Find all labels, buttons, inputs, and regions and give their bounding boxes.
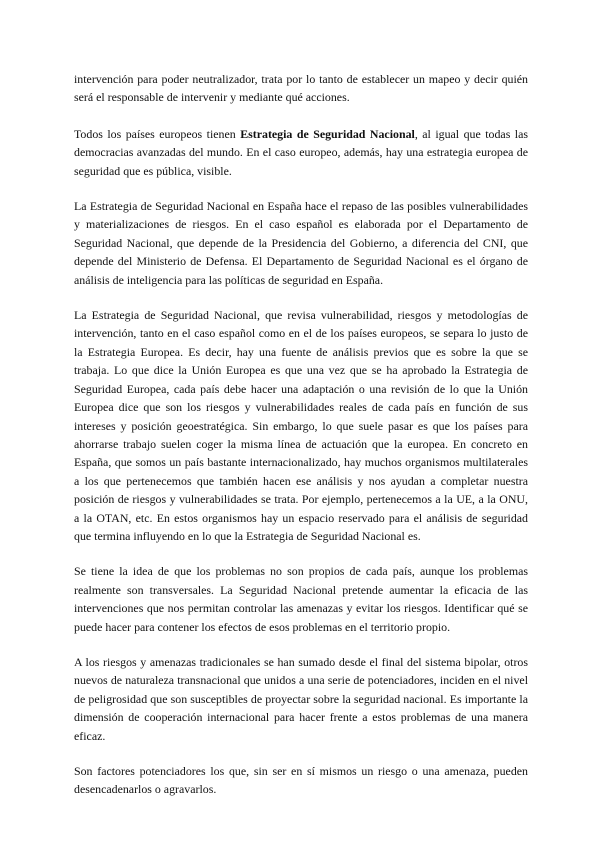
paragraph-traditional-risks: A los riesgos y amenazas tradicionales se han sumado desde el final del sistema bipolar, otros nuevos de naturaleza transnacional que unidos a una serie de potenciadores, inciden en el nivel de peligrosidad que son susceptibles de proyectar sobre la seguridad nacional. Es importante la dimensión de cooperación internacional para hacer frente a estos problemas de una manera eficaz. bbox=[74, 654, 528, 743]
paragraph-text-before: Todos los países europeos tienen bbox=[74, 126, 241, 141]
bold-term-estrategia: Estrategia de Seguridad Nacional bbox=[240, 126, 415, 141]
paragraph-text-after: , al igual que todas las democracias avanzadas del mundo. En el caso europeo, además, hay una estrategia europea de seguridad que es pública, visible. bbox=[74, 126, 529, 178]
paragraph-transversal-problems: Se tiene la idea de que los problemas no son propios de cada país, aunque los problemas realmente son transversales. La Seguridad Nacional pretende aumentar la eficacia de las intervenciones que nos permitan controlar las amenazas y evitar los riesgos. Identificar qué se puede hacer para contener los efectos de esos problemas en el territorio propio. bbox=[74, 564, 528, 634]
paragraph-european-countries bbox=[74, 125, 528, 180]
paragraph-potentiating-factors: Son factores potenciadores los que, sin ser en sí mismos un riesgo o una amenaza, pueden desencadenarlos o agravarlos. bbox=[74, 764, 528, 797]
document-page bbox=[74, 70, 528, 816]
paragraph-intervention: intervención para poder neutralizador, trata por lo tanto de establecer un mapeo y decir quién será el responsable de intervenir y mediante qué acciones. bbox=[74, 72, 528, 105]
paragraph-spain-strategy: La Estrategia de Seguridad Nacional en España hace el repaso de las posibles vulnerabilidades y materializaciones de riesgos. En el caso español es elaborada por el Departamento de Seguridad Nacional, que depende de la Presidencia del Gobierno, a diferencia del CNI, que depende del Ministerio de Defensa. El Departamento de Seguridad Nacional es el órgano de análisis de inteligencia para las políticas de seguridad en España. bbox=[74, 199, 528, 287]
paragraph-national-security-strategy: La Estrategia de Seguridad Nacional, que revisa vulnerabilidad, riesgos y metodologías de intervención, tanto en el caso español como en el de los países europeos, se separa lo justo de la Estrategia Europea. Es decir, hay una fuente de análisis previos que es sobre la que se trabaja. Lo que dice la Unión Europea es que una vez que se ha aprobado la Estrategia de Seguridad Europea, cada país debe hacer una adaptación o una revisión de lo que la Unión Europea dice que son los riesgos y vulnerabilidades reales de cada país en función de sus intereses y posición geoestratégica. Sin embargo, lo que suele pasar es que los países para ahorrarse trabajo suelen coger la misma línea de actuación que la europea. En concreto en España, que somos un país bastante internacionalizado, hay muchos organismos multilaterales a los que pertenecemos que también hacen ese análisis y nos ayudan a completar nuestra posición de riesgos y vulnerabilidades se trata. Por ejemplo, pertenecemos a la UE, a la ONU, a la OTAN, etc. En estos organismos hay un espacio reservado para el análisis de seguridad que termina influyendo en lo que la Estrategia de Seguridad Nacional es. bbox=[74, 308, 528, 543]
